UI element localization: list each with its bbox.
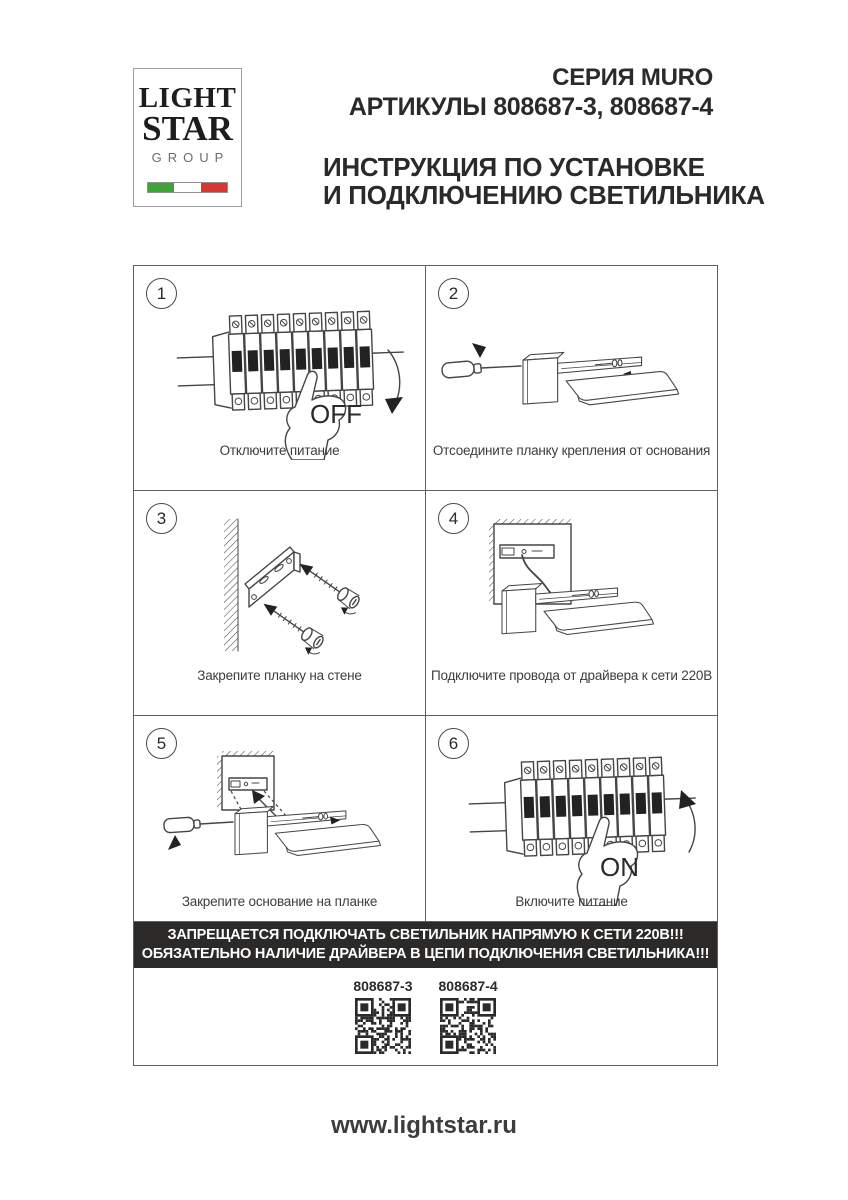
step-cell-5 (134, 716, 426, 922)
wall-hatching (224, 519, 238, 651)
logo-light-text: LIGHT (138, 82, 237, 114)
mounting-bracket-icon (245, 547, 300, 607)
lamp-illustration (502, 584, 654, 635)
page-title-line1: ИНСТРУКЦИЯ ПО УСТАНОВКЕ (323, 152, 705, 182)
arrow-up-icon (686, 800, 695, 852)
steps-grid (133, 265, 718, 1066)
qr-block (353, 978, 412, 1065)
connect-wires-illustration (444, 511, 694, 661)
article-label: 808687-3 (353, 978, 413, 994)
step-caption: Включите питание (515, 894, 628, 909)
qr-code (440, 998, 496, 1054)
warning-line1: ЗАПРЕЩАЕТСЯ ПОДКЛЮЧАТЬ СВЕТИЛЬНИК НАПРЯМУЮ К СЕТИ 220В!!! (167, 927, 684, 943)
arrow-up-left-icon (472, 343, 486, 358)
step-number: 2 (438, 278, 469, 309)
warning-line2: ОБЯЗАТЕЛЬНО НАЛИЧИЕ ДРАЙВЕРА В ЦЕПИ ПОДКЛЮЧЕНИЯ СВЕТИЛЬНИКА!!! (141, 946, 710, 962)
fix-bracket-to-wall-illustration (189, 517, 379, 685)
lamp-illustration (235, 807, 380, 856)
step-caption: Отсоедините планку крепления от основания (432, 443, 711, 458)
step-cell-2 (426, 266, 717, 491)
screw-icon (290, 557, 364, 619)
wall-hatching (489, 524, 494, 604)
logo-star-text: STAR (142, 109, 233, 148)
screwdriver-icon (164, 817, 233, 833)
mounting-bracket-icon (229, 778, 267, 790)
step-cell-4 (426, 491, 717, 716)
on-label: ON (600, 852, 639, 882)
flag-white-stripe (174, 183, 200, 192)
mounting-bracket-icon (500, 545, 554, 558)
lamp-illustration (523, 352, 679, 404)
website-url: www.lightstar.ru (331, 1112, 517, 1139)
step-caption: Подключите провода от драйвера к сети 220В (430, 668, 713, 683)
screwdriver-icon (441, 361, 521, 379)
step-number: 1 (146, 278, 177, 309)
logo-group-text: GROUP (151, 150, 230, 165)
page-title-line2: И ПОДКЛЮЧЕНИЮ СВЕТИЛЬНИКА (323, 180, 765, 210)
article-label: 808687-4 (438, 978, 498, 994)
flag-green-stripe (148, 183, 174, 192)
screw-icon (254, 597, 328, 659)
italy-flag-icon (147, 182, 228, 193)
flag-red-stripe (201, 183, 227, 192)
series-title: СЕРИЯ MURO (552, 64, 713, 91)
qr-code (355, 998, 411, 1054)
step-caption: Закрепите планку на стене (197, 668, 362, 683)
circuit-breaker-off-illustration (176, 300, 406, 460)
wall-hatching (222, 751, 274, 756)
qr-section (134, 968, 717, 1065)
lightstar-logo (133, 68, 242, 207)
articles-line: АРТИКУЛЫ 808687-3, 808687-4 (348, 93, 713, 121)
arrow-down-icon (388, 350, 400, 402)
step-cell-6 (426, 716, 717, 922)
step-caption: Закрепите основание на планке (181, 894, 378, 909)
circuit-breaker-on-illustration (468, 746, 698, 906)
step-caption: Отключите питание (219, 443, 340, 458)
warning-banner (134, 922, 717, 968)
step-number: 5 (146, 728, 177, 759)
wall-hatching (494, 519, 571, 524)
wall-hatching (217, 756, 222, 810)
detach-bracket-illustration (434, 318, 698, 448)
step-number: 3 (146, 503, 177, 534)
step-cell-1 (134, 266, 426, 491)
step-cell-3 (134, 491, 426, 716)
qr-block (439, 978, 498, 1065)
fix-base-to-bracket-illustration (140, 728, 412, 896)
arrow-down-left-icon (168, 835, 181, 850)
off-label: OFF (310, 399, 362, 429)
step-number: 4 (438, 503, 469, 534)
step-number: 6 (438, 728, 469, 759)
